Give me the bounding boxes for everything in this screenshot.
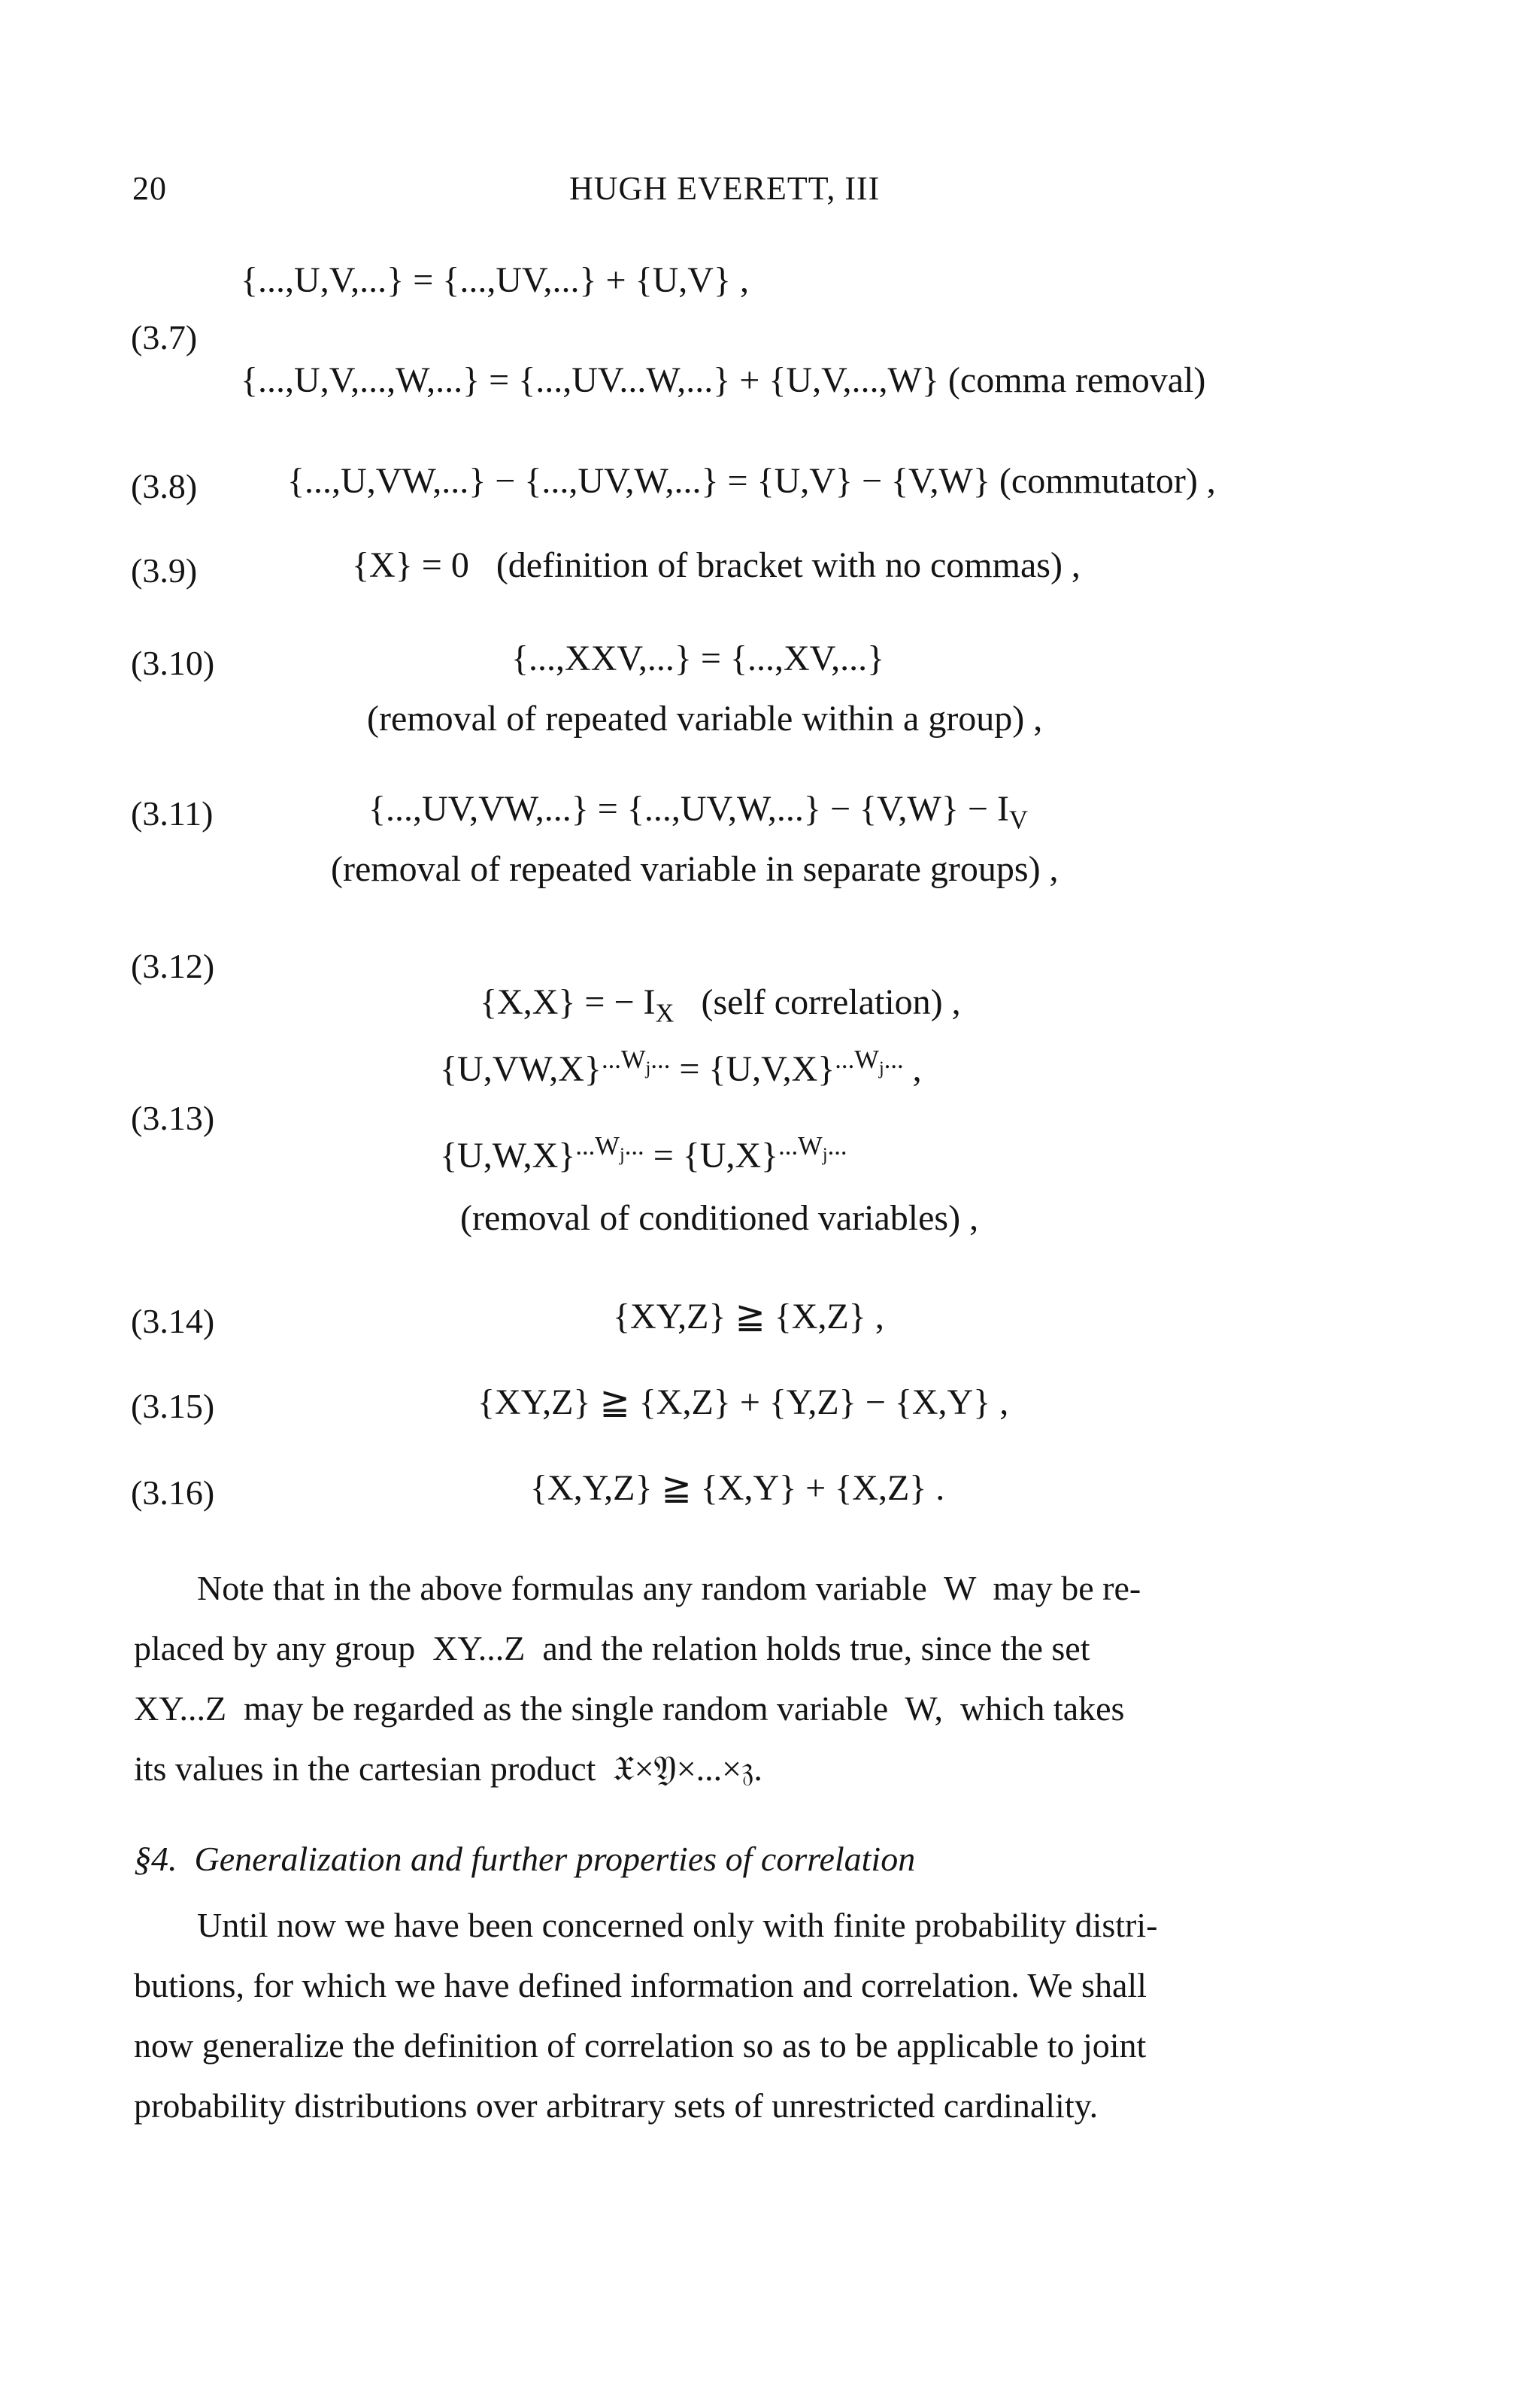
equation-line: {X} = 0 (definition of bracket with no commas) , (352, 545, 1081, 585)
paragraph-line: probability distributions over arbitrary sets of unrestricted cardinality. (134, 2086, 1099, 2125)
equation-number: (3.13) (131, 1099, 215, 1137)
equation-main: {...,UV,VW,...} = {...,UV,W,...} − {V,W} − I (368, 789, 1009, 829)
equation-number: (3.9) (131, 551, 198, 590)
equation-line: {...,XXV,...} = {...,XV,...} (511, 639, 885, 678)
bracket-expression: = {U,V,X} (670, 1049, 835, 1089)
bracket-expression: = {U,X} (644, 1136, 779, 1176)
running-title: HUGH EVERETT, III (569, 170, 881, 207)
equation-line: {X,Y,Z} ≧ {X,Y} + {X,Z} . (530, 1468, 945, 1508)
equation-line (368, 788, 1028, 836)
paragraph-line: Until now we have been concerned only with finite probability distri- (197, 1906, 1158, 1944)
bracket-expression: {U,VW,X} (440, 1049, 602, 1089)
equation-number: (3.10) (131, 644, 215, 682)
equation-line: {...,U,V,...} = {...,UV,...} + {U,V} , (241, 260, 749, 300)
conditioning-superscript: ...Wj... (778, 1132, 847, 1165)
subscript: X (655, 999, 675, 1028)
equation-note: (removal of repeated variable in separate groups) , (331, 849, 1059, 889)
conditioning-superscript: ...Wj... (601, 1045, 671, 1079)
paragraph-line: its values in the cartesian product 𝔛×𝔜×...×𝔷. (134, 1749, 762, 1788)
equation-line: {...,U,V,...,W,...} = {...,UV...W,...} + {U,V,...,W} (comma removal) (241, 360, 1206, 400)
conditioning-superscript: ...Wj... (835, 1045, 904, 1079)
conditioning-superscript: ...Wj... (575, 1132, 644, 1165)
subscript: V (1008, 806, 1028, 835)
equation-line: {XY,Z} ≧ {X,Z} , (613, 1297, 884, 1337)
equation-number: (3.8) (131, 467, 198, 505)
equation-number: (3.12) (131, 947, 215, 985)
equation-note: (removal of conditioned variables) , (460, 1198, 979, 1238)
page-number: 20 (132, 170, 167, 207)
paragraph-line: Note that in the above formulas any random variable W may be re- (197, 1569, 1141, 1607)
section-heading: §4. Generalization and further properties of correlation (134, 1840, 916, 1878)
paragraph-line: butions, for which we have defined information and correlation. We shall (134, 1966, 1147, 2004)
equation-annotation: (self correlation) , (674, 982, 961, 1022)
equation-line: $\{U,VW,X\}^{...W_j...} = \{U,V,X\}^{...W_j...}$ , (440, 1045, 922, 1089)
equation-main: {X,X} = − I (480, 982, 656, 1022)
equation-line: {...,U,VW,...} − {...,UV,W,...} = {U,V} − {V,W} (commutator) , (287, 461, 1216, 501)
bracket-expression: {U,W,X} (440, 1136, 576, 1176)
equation-note: (removal of repeated variable within a group) , (367, 699, 1043, 739)
paragraph-line: placed by any group XY...Z and the relation holds true, since the set (134, 1629, 1090, 1667)
equation-number: (3.7) (131, 318, 198, 357)
paragraph-line: now generalize the definition of correlation so as to be applicable to joint (134, 2026, 1147, 2065)
paragraph-line: XY...Z may be regarded as the single random variable W, which takes (134, 1689, 1125, 1728)
equation-line: {XY,Z} ≧ {X,Z} + {Y,Z} − {X,Y} , (477, 1382, 1009, 1422)
equation-number: (3.16) (131, 1473, 215, 1512)
equation-number: (3.11) (131, 794, 214, 833)
equation-line (440, 1132, 847, 1176)
equation-number: (3.14) (131, 1302, 215, 1340)
equation-number: (3.15) (131, 1387, 215, 1425)
